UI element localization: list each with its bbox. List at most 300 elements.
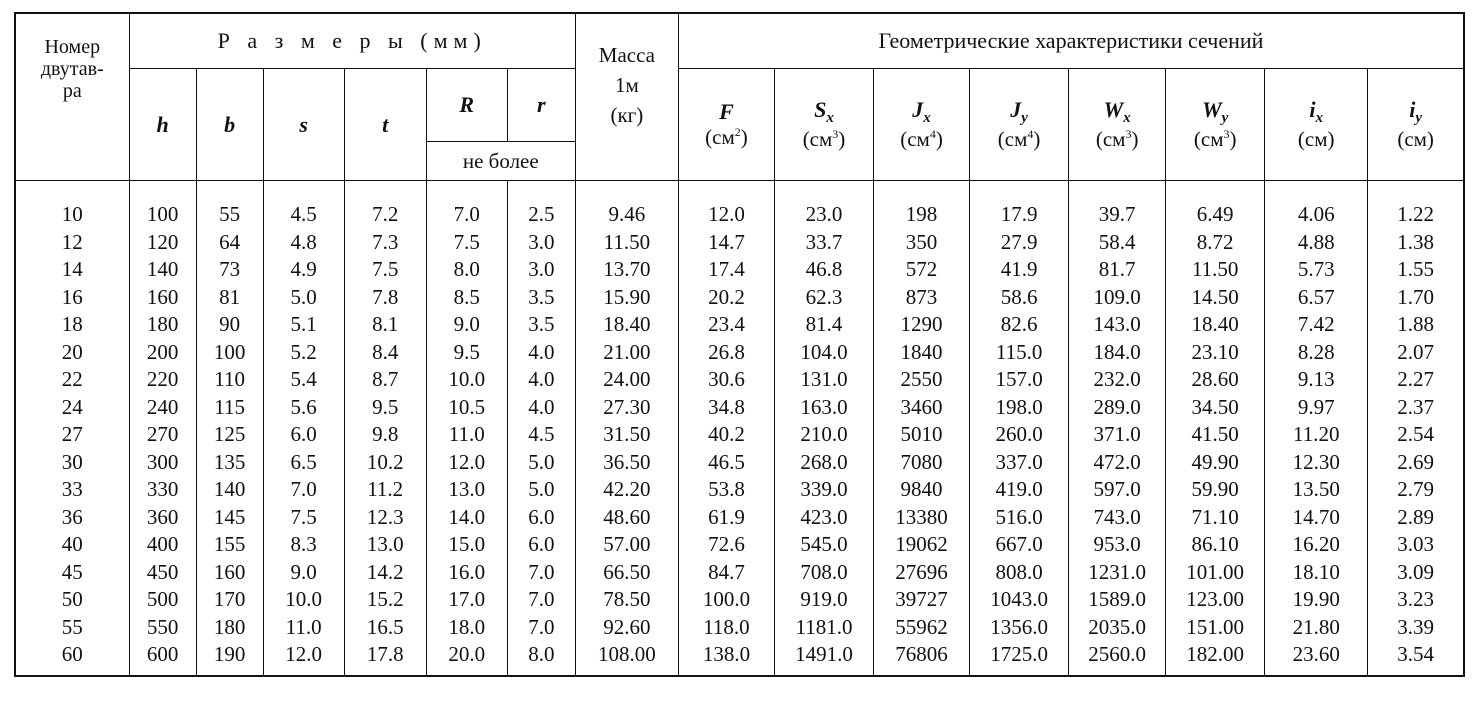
table-cell: 61.9 <box>678 504 774 532</box>
table-cell: 2.5 <box>507 201 575 229</box>
table-cell: 4.5 <box>263 201 344 229</box>
prop-symbol: J <box>1010 97 1022 122</box>
table-cell: 572 <box>874 256 970 284</box>
table-cell: 21.00 <box>575 339 678 367</box>
table-cell: 46.5 <box>678 449 774 477</box>
table-cell: 40.2 <box>678 421 774 449</box>
table-cell: 86.10 <box>1166 531 1265 559</box>
table-cell: 17.8 <box>344 641 426 676</box>
table-cell: 3.09 <box>1368 559 1464 587</box>
table-cell: 100 <box>196 339 263 367</box>
table-cell: 371.0 <box>1069 421 1166 449</box>
header-dim-h <box>129 69 196 181</box>
header-nomer-line2: двутав- <box>40 58 104 80</box>
table-cell: 23.4 <box>678 311 774 339</box>
dim-symbol: s <box>299 111 308 137</box>
prop-unit: (см) <box>1297 127 1335 151</box>
table-cell: 7.5 <box>263 504 344 532</box>
prop-unit: (см <box>705 125 735 149</box>
prop-unit-close: ) <box>1229 127 1237 151</box>
table-cell: 500 <box>129 586 196 614</box>
table-cell: 1043.0 <box>970 586 1069 614</box>
table-cell: 131.0 <box>774 366 873 394</box>
table-cell: 3.0 <box>507 256 575 284</box>
table-row <box>15 449 1464 477</box>
table-cell: 2550 <box>874 366 970 394</box>
table-cell: 3.54 <box>1368 641 1464 676</box>
table-cell: 2.79 <box>1368 476 1464 504</box>
prop-subscript: y <box>1221 110 1229 126</box>
table-cell: 109.0 <box>1069 284 1166 312</box>
table-cell: 4.06 <box>1265 201 1368 229</box>
table-cell: 123.00 <box>1166 586 1265 614</box>
table-cell: 200 <box>129 339 196 367</box>
table-row <box>15 531 1464 559</box>
table-cell: 450 <box>129 559 196 587</box>
table-cell: 39727 <box>874 586 970 614</box>
table-cell: 22 <box>15 366 129 394</box>
table-cell: 23.10 <box>1166 339 1265 367</box>
table-row <box>15 504 1464 532</box>
table-cell: 20 <box>15 339 129 367</box>
table-cell: 10.2 <box>344 449 426 477</box>
table-cell: 50 <box>15 586 129 614</box>
header-prop-Jx <box>874 69 970 181</box>
table-cell: 1.22 <box>1368 201 1464 229</box>
table-cell: 18 <box>15 311 129 339</box>
table-cell: 5.0 <box>507 476 575 504</box>
table-row <box>15 559 1464 587</box>
table-cell: 2.69 <box>1368 449 1464 477</box>
header-massa-line1: Масса <box>598 43 655 67</box>
table-cell: 9840 <box>874 476 970 504</box>
table-cell: 82.6 <box>970 311 1069 339</box>
table-cell: 20.2 <box>678 284 774 312</box>
table-cell: 600 <box>129 641 196 676</box>
prop-subscript: x <box>1315 110 1324 126</box>
prop-subscript: x <box>1123 110 1131 126</box>
table-cell: 26.8 <box>678 339 774 367</box>
table-cell: 289.0 <box>1069 394 1166 422</box>
header-prop-F <box>678 69 774 181</box>
table-cell: 270 <box>129 421 196 449</box>
table-cell: 7.2 <box>344 201 426 229</box>
prop-unit: (см) <box>1397 127 1434 151</box>
table-cell: 8.4 <box>344 339 426 367</box>
table-cell: 339.0 <box>774 476 873 504</box>
table-cell: 8.0 <box>507 641 575 676</box>
table-cell: 9.8 <box>344 421 426 449</box>
prop-unit: (см <box>900 127 930 151</box>
table-cell: 57.00 <box>575 531 678 559</box>
table-cell: 7.3 <box>344 229 426 257</box>
table-cell: 1356.0 <box>970 614 1069 642</box>
table-cell: 110 <box>196 366 263 394</box>
table-cell: 10 <box>15 201 129 229</box>
table-cell: 12 <box>15 229 129 257</box>
table-cell: 597.0 <box>1069 476 1166 504</box>
table-cell: 10.0 <box>426 366 507 394</box>
table-cell: 6.0 <box>507 504 575 532</box>
table-cell: 545.0 <box>774 531 873 559</box>
table-cell: 59.90 <box>1166 476 1265 504</box>
table-cell: 19.90 <box>1265 586 1368 614</box>
table-cell: 10.0 <box>263 586 344 614</box>
table-cell: 1.88 <box>1368 311 1464 339</box>
table-cell: 64 <box>196 229 263 257</box>
table-cell: 743.0 <box>1069 504 1166 532</box>
table-cell: 919.0 <box>774 586 873 614</box>
table-cell: 423.0 <box>774 504 873 532</box>
prop-symbol: S <box>814 97 827 122</box>
table-cell: 120 <box>129 229 196 257</box>
table-cell: 1725.0 <box>970 641 1069 676</box>
table-row <box>15 339 1464 367</box>
table-row <box>15 229 1464 257</box>
table-cell: 13380 <box>874 504 970 532</box>
table-cell: 12.0 <box>263 641 344 676</box>
table-cell: 27696 <box>874 559 970 587</box>
table-row <box>15 366 1464 394</box>
table-cell: 472.0 <box>1069 449 1166 477</box>
table-cell: 11.50 <box>575 229 678 257</box>
prop-unit-close: ) <box>838 127 846 151</box>
beam-table-container <box>14 12 1465 715</box>
table-cell: 4.0 <box>507 366 575 394</box>
table-row <box>15 614 1464 642</box>
table-cell: 81 <box>196 284 263 312</box>
table-cell: 58.4 <box>1069 229 1166 257</box>
table-cell: 28.60 <box>1166 366 1265 394</box>
table-cell: 20.0 <box>426 641 507 676</box>
prop-unit-power: 2 <box>734 125 741 139</box>
table-cell: 33 <box>15 476 129 504</box>
table-cell: 260.0 <box>970 421 1069 449</box>
table-cell: 24 <box>15 394 129 422</box>
prop-unit-close: ) <box>935 127 943 151</box>
table-cell: 11.2 <box>344 476 426 504</box>
prop-symbol: i <box>1309 97 1316 122</box>
table-cell: 232.0 <box>1069 366 1166 394</box>
table-cell: 104.0 <box>774 339 873 367</box>
header-prop-Sx <box>774 69 873 181</box>
table-cell: 18.40 <box>1166 311 1265 339</box>
table-cell: 23.0 <box>774 201 873 229</box>
dim-symbol: h <box>156 111 169 137</box>
header-massa <box>575 13 678 181</box>
table-cell: 16.0 <box>426 559 507 587</box>
table-cell: 145 <box>196 504 263 532</box>
table-cell: 2.37 <box>1368 394 1464 422</box>
dim-symbol: R <box>459 92 475 117</box>
table-cell: 1.38 <box>1368 229 1464 257</box>
table-cell: 7.0 <box>507 559 575 587</box>
header-prop-Wy <box>1166 69 1265 181</box>
table-cell: 100 <box>129 201 196 229</box>
table-cell: 350 <box>874 229 970 257</box>
header-nomer <box>15 13 129 181</box>
table-cell: 135 <box>196 449 263 477</box>
header-prop-Jy <box>970 69 1069 181</box>
table-row <box>15 586 1464 614</box>
table-cell: 71.10 <box>1166 504 1265 532</box>
table-row <box>15 421 1464 449</box>
table-cell: 101.00 <box>1166 559 1265 587</box>
table-cell: 13.0 <box>344 531 426 559</box>
table-cell: 92.60 <box>575 614 678 642</box>
table-cell: 39.7 <box>1069 201 1166 229</box>
table-cell: 18.40 <box>575 311 678 339</box>
table-row <box>15 201 1464 229</box>
table-cell: 6.5 <box>263 449 344 477</box>
table-cell: 5.1 <box>263 311 344 339</box>
table-cell: 6.0 <box>507 531 575 559</box>
prop-symbol: i <box>1409 97 1416 122</box>
table-cell: 14.50 <box>1166 284 1265 312</box>
table-cell: 21.80 <box>1265 614 1368 642</box>
table-cell: 90 <box>196 311 263 339</box>
table-cell: 1231.0 <box>1069 559 1166 587</box>
table-cell: 1.70 <box>1368 284 1464 312</box>
table-cell: 9.97 <box>1265 394 1368 422</box>
table-cell: 667.0 <box>970 531 1069 559</box>
header-prop-ix <box>1265 69 1368 181</box>
prop-unit-power: 3 <box>1223 127 1230 141</box>
table-cell: 13.50 <box>1265 476 1368 504</box>
table-cell: 16.5 <box>344 614 426 642</box>
prop-unit: (см <box>1095 127 1126 151</box>
table-row <box>15 476 1464 504</box>
header-prop-iy <box>1368 69 1464 181</box>
table-cell: 143.0 <box>1069 311 1166 339</box>
table-cell: 27 <box>15 421 129 449</box>
table-cell: 151.00 <box>1166 614 1265 642</box>
prop-subscript: x <box>923 110 931 126</box>
table-cell: 7.0 <box>507 614 575 642</box>
table-cell: 17.4 <box>678 256 774 284</box>
header-dim-R <box>426 69 507 142</box>
prop-symbol: J <box>912 97 924 122</box>
prop-subscript: x <box>826 110 834 126</box>
i-beam-table <box>14 12 1465 677</box>
prop-symbol: W <box>1202 97 1222 122</box>
table-cell: 100.0 <box>678 586 774 614</box>
table-cell: 9.46 <box>575 201 678 229</box>
table-cell: 14.0 <box>426 504 507 532</box>
dim-symbol: t <box>382 111 389 137</box>
table-cell: 13.70 <box>575 256 678 284</box>
prop-subscript: y <box>1415 110 1423 126</box>
table-cell: 16.20 <box>1265 531 1368 559</box>
table-cell: 12.3 <box>344 504 426 532</box>
table-cell: 60 <box>15 641 129 676</box>
table-cell: 268.0 <box>774 449 873 477</box>
header-nomer-line3: ра <box>62 80 82 102</box>
table-cell: 157.0 <box>970 366 1069 394</box>
table-cell: 1840 <box>874 339 970 367</box>
table-cell: 5.6 <box>263 394 344 422</box>
table-cell: 81.7 <box>1069 256 1166 284</box>
table-cell: 19062 <box>874 531 970 559</box>
table-cell: 14.2 <box>344 559 426 587</box>
table-cell: 155 <box>196 531 263 559</box>
header-massa-line2: 1м <box>614 73 639 97</box>
table-cell: 140 <box>196 476 263 504</box>
table-cell: 17.0 <box>426 586 507 614</box>
table-cell: 6.49 <box>1166 201 1265 229</box>
table-cell: 34.8 <box>678 394 774 422</box>
table-cell: 220 <box>129 366 196 394</box>
table-cell: 2.07 <box>1368 339 1464 367</box>
table-row <box>15 284 1464 312</box>
table-row <box>15 256 1464 284</box>
table-cell: 4.8 <box>263 229 344 257</box>
table-row <box>15 394 1464 422</box>
table-cell: 55 <box>15 614 129 642</box>
table-cell: 330 <box>129 476 196 504</box>
table-cell: 190 <box>196 641 263 676</box>
table-cell: 30 <box>15 449 129 477</box>
table-cell: 210.0 <box>774 421 873 449</box>
table-cell: 24.00 <box>575 366 678 394</box>
table-cell: 160 <box>129 284 196 312</box>
table-cell: 3.0 <box>507 229 575 257</box>
table-cell: 8.5 <box>426 284 507 312</box>
table-cell: 62.3 <box>774 284 873 312</box>
header-razmery: Р а з м е р ы (мм) <box>129 13 575 69</box>
table-cell: 11.0 <box>263 614 344 642</box>
table-cell: 3.23 <box>1368 586 1464 614</box>
table-cell: 58.6 <box>970 284 1069 312</box>
table-cell: 3.5 <box>507 284 575 312</box>
table-cell: 1.55 <box>1368 256 1464 284</box>
table-cell: 73 <box>196 256 263 284</box>
prop-unit-close: ) <box>1033 127 1041 151</box>
table-cell: 7.5 <box>344 256 426 284</box>
table-cell: 240 <box>129 394 196 422</box>
dim-symbol: r <box>537 92 546 117</box>
table-cell: 337.0 <box>970 449 1069 477</box>
table-cell: 3.03 <box>1368 531 1464 559</box>
prop-symbol: F <box>719 99 734 124</box>
table-cell: 10.5 <box>426 394 507 422</box>
table-cell: 108.00 <box>575 641 678 676</box>
table-cell: 13.0 <box>426 476 507 504</box>
table-cell: 15.90 <box>575 284 678 312</box>
table-cell: 9.0 <box>263 559 344 587</box>
table-cell: 84.7 <box>678 559 774 587</box>
table-cell: 30.6 <box>678 366 774 394</box>
table-cell: 7.0 <box>426 201 507 229</box>
table-cell: 16 <box>15 284 129 312</box>
table-cell: 12.0 <box>426 449 507 477</box>
table-cell: 11.50 <box>1166 256 1265 284</box>
table-cell: 873 <box>874 284 970 312</box>
table-cell: 11.0 <box>426 421 507 449</box>
header-dim-t <box>344 69 426 181</box>
table-cell: 9.0 <box>426 311 507 339</box>
table-cell: 125 <box>196 421 263 449</box>
table-cell: 7.0 <box>263 476 344 504</box>
header-nomer-line1: Номер <box>44 36 101 58</box>
table-cell: 2.54 <box>1368 421 1464 449</box>
table-cell: 8.0 <box>426 256 507 284</box>
table-cell: 31.50 <box>575 421 678 449</box>
table-cell: 115 <box>196 394 263 422</box>
table-cell: 15.0 <box>426 531 507 559</box>
table-cell: 4.5 <box>507 421 575 449</box>
table-cell: 7.0 <box>507 586 575 614</box>
table-cell: 7080 <box>874 449 970 477</box>
table-cell: 72.6 <box>678 531 774 559</box>
table-cell: 5010 <box>874 421 970 449</box>
table-cell: 9.13 <box>1265 366 1368 394</box>
prop-unit: (см <box>1193 127 1224 151</box>
table-cell: 163.0 <box>774 394 873 422</box>
prop-unit-power: 4 <box>929 127 936 141</box>
table-cell: 49.90 <box>1166 449 1265 477</box>
header-geom: Геометрические характеристики сечений <box>678 13 1464 69</box>
table-cell: 360 <box>129 504 196 532</box>
table-cell: 2.27 <box>1368 366 1464 394</box>
table-cell: 170 <box>196 586 263 614</box>
table-cell: 36.50 <box>575 449 678 477</box>
header-prop-Wx <box>1069 69 1166 181</box>
table-cell: 198 <box>874 201 970 229</box>
prop-unit-close: ) <box>740 125 748 149</box>
table-cell: 66.50 <box>575 559 678 587</box>
table-cell: 516.0 <box>970 504 1069 532</box>
table-cell: 14.70 <box>1265 504 1368 532</box>
table-cell: 8.28 <box>1265 339 1368 367</box>
prop-unit: (см <box>997 127 1028 151</box>
spacer-row <box>15 181 1464 202</box>
prop-symbol: W <box>1103 97 1124 122</box>
table-cell: 11.20 <box>1265 421 1368 449</box>
table-cell: 23.60 <box>1265 641 1368 676</box>
table-cell: 3.39 <box>1368 614 1464 642</box>
table-cell: 1181.0 <box>774 614 873 642</box>
table-cell: 12.30 <box>1265 449 1368 477</box>
table-cell: 45 <box>15 559 129 587</box>
table-cell: 55 <box>196 201 263 229</box>
table-cell: 76806 <box>874 641 970 676</box>
table-cell: 81.4 <box>774 311 873 339</box>
table-cell: 5.0 <box>263 284 344 312</box>
table-cell: 15.2 <box>344 586 426 614</box>
prop-unit-power: 3 <box>832 127 839 141</box>
prop-unit: (см <box>802 127 833 151</box>
table-cell: 118.0 <box>678 614 774 642</box>
table-cell: 4.0 <box>507 339 575 367</box>
table-cell: 18.10 <box>1265 559 1368 587</box>
table-cell: 2035.0 <box>1069 614 1166 642</box>
table-body <box>15 181 1464 677</box>
table-cell: 160 <box>196 559 263 587</box>
table-cell: 198.0 <box>970 394 1069 422</box>
table-cell: 53.8 <box>678 476 774 504</box>
table-cell: 300 <box>129 449 196 477</box>
table-cell: 36 <box>15 504 129 532</box>
table-cell: 1589.0 <box>1069 586 1166 614</box>
table-cell: 40 <box>15 531 129 559</box>
table-cell: 48.60 <box>575 504 678 532</box>
table-cell: 400 <box>129 531 196 559</box>
prop-unit-power: 4 <box>1027 127 1034 141</box>
table-cell: 550 <box>129 614 196 642</box>
table-cell: 4.9 <box>263 256 344 284</box>
table-cell: 4.0 <box>507 394 575 422</box>
